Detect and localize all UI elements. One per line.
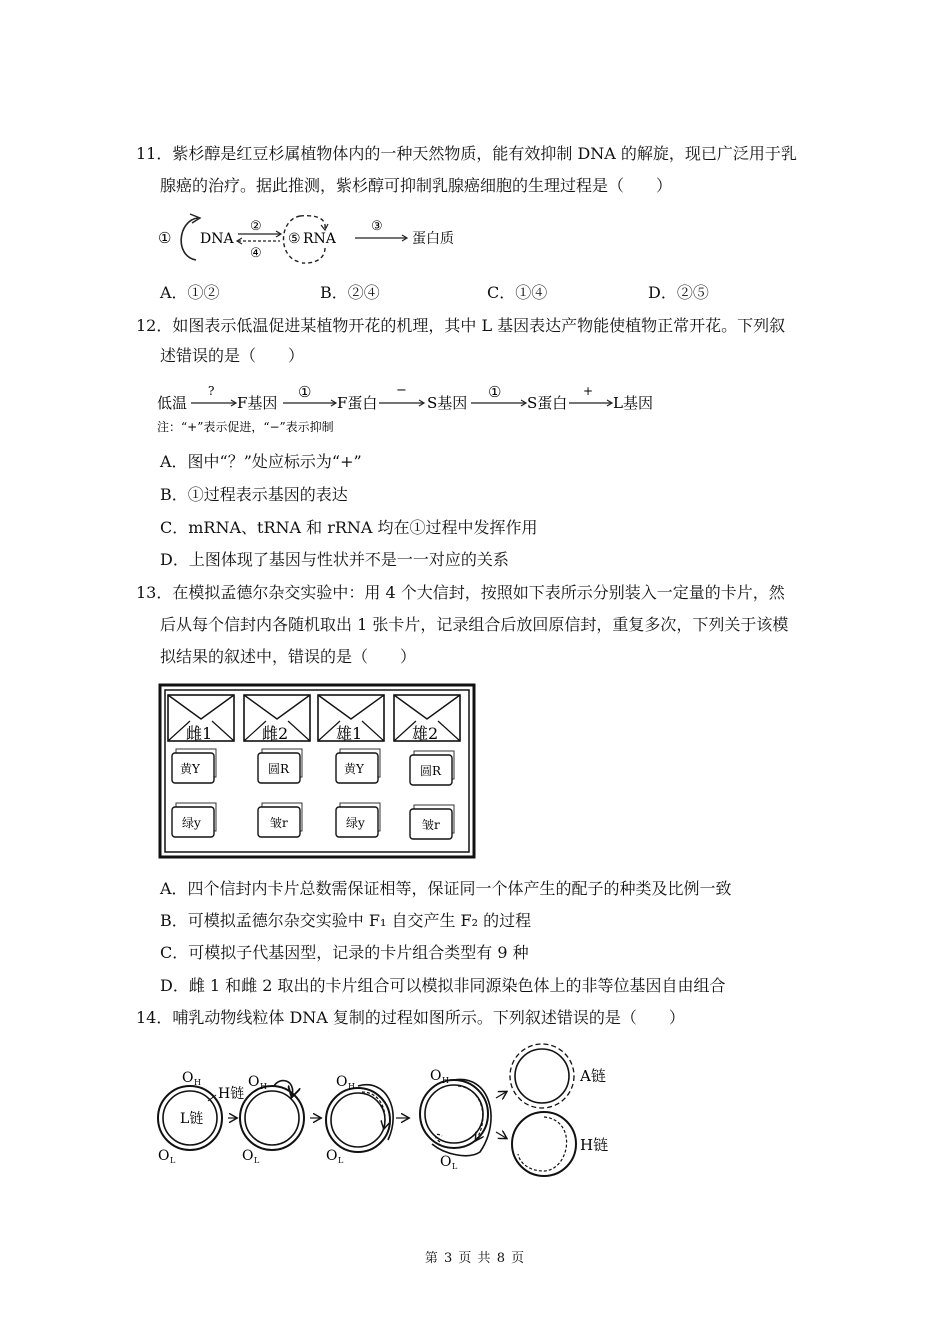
product-h-chain-label: H链 [580, 1136, 609, 1154]
card-label: 绿y [182, 816, 201, 830]
product-h-chain-circle [512, 1112, 608, 1176]
q13-stem-line2: 后从每个信封内各随机取出 1 张卡片，记录组合后放回原信封，重复多次，下列关于该模 [160, 615, 789, 634]
q12-option-a[interactable]: A．图中“？”处应标示为“+” [160, 452, 362, 471]
q12-s-gene: S基因 [427, 394, 468, 412]
q11-stem-line2: 腺癌的治疗。据此推测，紫杉醇可抑制乳腺癌细胞的生理过程是（ ） [160, 176, 673, 195]
q12-option-d[interactable]: D．上图体现了基因与性状并不是一一对应的关系 [160, 550, 509, 569]
q11-stem-line1: 11．紫杉醇是红豆杉属植物体内的一种天然物质，能有效抑制 DNA 的解旋，现已广泛用于乳 [136, 144, 797, 163]
stage1-ol-sub: L [170, 1156, 176, 1165]
stage4-oh-sub: H [442, 1076, 449, 1085]
card-round-R-2 [410, 751, 454, 785]
stage-2-circle [240, 1074, 304, 1165]
q12-process-1b: ① [488, 383, 502, 401]
q11-dna-label: DNA [200, 231, 234, 247]
stage-4-circle [420, 1068, 491, 1171]
envelope-label: 雌1 [186, 724, 213, 743]
envelope-male-2 [394, 695, 460, 743]
q12-stem-line2: 述错误的是（ ） [160, 346, 305, 365]
q11-option-c[interactable]: C．①④ [487, 283, 548, 302]
envelope-female-2 [244, 695, 310, 743]
envelope-label: 雄2 [412, 724, 439, 743]
stage4-oh: O [430, 1068, 442, 1084]
envelope-male-1 [318, 695, 384, 743]
q13-option-b[interactable]: B．可模拟孟德尔杂交实验中 F₁ 自交产生 F₂ 的过程 [160, 911, 532, 930]
card-label: 绿y [346, 816, 365, 830]
q12-note: 注：“+”表示促进，“−”表示抑制 [157, 420, 334, 434]
q11-label-1: ① [158, 229, 172, 247]
q13-option-d[interactable]: D．雌 1 和雌 2 取出的卡片组合可以模拟非同源染色体上的非等位基因自由组合 [160, 976, 726, 995]
stage3-ol-sub: L [338, 1156, 344, 1165]
q11-label-2: ② [250, 219, 262, 234]
stage3-oh: O [336, 1074, 348, 1090]
stage1-l-chain: L链 [180, 1111, 204, 1127]
stage2-ol-sub: L [254, 1156, 260, 1165]
stage3-ol: O [326, 1148, 338, 1164]
card-yellow-Y-1 [172, 749, 216, 783]
card-label: 圆R [268, 762, 290, 776]
q12-option-b[interactable]: B．①过程表示基因的表达 [160, 485, 348, 504]
card-label: 皱r [270, 816, 288, 830]
envelope-female-1 [168, 695, 234, 743]
stage-3-circle [326, 1074, 393, 1165]
q12-s-protein: S蛋白 [527, 394, 568, 412]
stage2-oh-sub: H [260, 1082, 267, 1091]
q11-options [0, 283, 950, 303]
stage4-ol-sub: L [452, 1162, 458, 1171]
q12-low-temp: 低温 [157, 394, 188, 412]
q11-protein-label: 蛋白质 [412, 231, 454, 247]
q12-f-gene: F基因 [237, 394, 278, 412]
card-label: 圆R [420, 764, 442, 778]
q13-option-c[interactable]: C．可模拟子代基因型，记录的卡片组合类型有 9 种 [160, 943, 529, 962]
q13-option-a[interactable]: A．四个信封内卡片总数需保证相等，保证同一个体产生的配子的种类及比例一致 [160, 879, 732, 898]
card-green-y-2 [336, 803, 380, 837]
q11-label-3: ③ [371, 219, 383, 234]
q11-option-a[interactable]: A．①② [160, 283, 220, 302]
q11-option-b[interactable]: B．②④ [320, 283, 380, 302]
envelope-label: 雄1 [336, 724, 363, 743]
stage3-oh-sub: H [348, 1082, 355, 1091]
q12-stem-line1: 12．如图表示低温促进某植物开花的机理，其中 L 基因表达产物能使植物正常开花。下列叙 [136, 316, 786, 335]
q11-option-d[interactable]: D．②⑤ [648, 283, 709, 302]
q11-label-4: ④ [250, 246, 262, 261]
product-a-chain-circle [510, 1044, 606, 1108]
card-yellow-Y-2 [336, 749, 380, 783]
q12-l-gene: L基因 [613, 394, 653, 412]
card-green-y-1 [172, 803, 216, 837]
stage2-ol: O [242, 1148, 254, 1164]
q14-mtdna-replication-diagram [150, 1040, 630, 1180]
q12-minus-sign: − [396, 383, 407, 398]
q12-process-1a: ① [298, 383, 312, 401]
stage2-oh: O [248, 1074, 260, 1090]
q14-stem-line1: 14．哺乳动物线粒体 DNA 复制的过程如图所示。下列叙述错误的是（ ） [136, 1008, 685, 1027]
card-wrinkled-r-1 [258, 803, 302, 837]
q11-label-5: ⑤ [288, 231, 301, 247]
q13-stem-line3: 拟结果的叙述中，错误的是（ ） [160, 647, 417, 666]
q12-f-protein: F蛋白 [337, 394, 378, 412]
q12-plus-sign: + [583, 384, 594, 398]
product-a-chain-label: A链 [580, 1067, 606, 1085]
card-label: 黄Y [180, 762, 200, 776]
q11-rna-label: RNA [303, 231, 336, 247]
card-wrinkled-r-2 [410, 805, 454, 839]
q12-option-c[interactable]: C．mRNA、tRNA 和 rRNA 均在①过程中发挥作用 [160, 518, 538, 537]
stage1-h-chain: H链 [218, 1086, 245, 1102]
stage1-oh-sub: H [194, 1078, 201, 1087]
q13-stem-line1: 13．在模拟孟德尔杂交实验中：用 4 个大信封，按照如下表所示分别装入一定量的卡片，然 [136, 583, 785, 602]
envelope-label: 雌2 [262, 724, 289, 743]
q12-question-mark: ? [208, 384, 215, 398]
q11-central-dogma-diagram [150, 208, 470, 268]
stage1-oh: O [182, 1070, 194, 1086]
q12-flowering-diagram [155, 380, 675, 438]
stage1-ol: O [158, 1148, 170, 1164]
card-label: 黄Y [344, 762, 364, 776]
card-round-R-1 [258, 749, 302, 783]
page-footer: 第 3 页 共 8 页 [424, 1251, 526, 1266]
q13-envelope-figure [158, 683, 476, 859]
card-label: 皱r [422, 818, 440, 832]
stage4-ol: O [440, 1154, 452, 1170]
